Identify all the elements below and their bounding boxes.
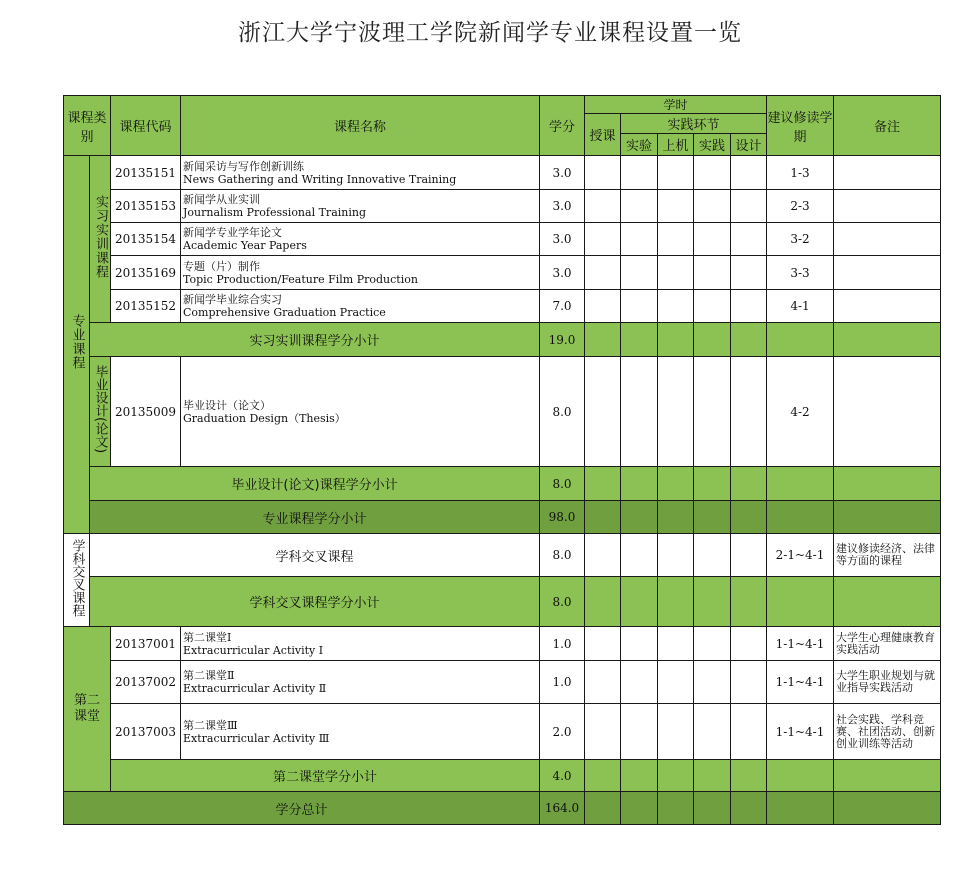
course-credit: 3.0 <box>540 223 585 256</box>
thesis-subtotal-credit: 8.0 <box>540 467 585 501</box>
course-code: 20135151 <box>111 156 181 190</box>
internship-subtotal-label: 实习实训课程学分小计 <box>90 323 540 357</box>
course-semester: 3-2 <box>767 223 834 256</box>
course-code: 20135153 <box>111 190 181 223</box>
header-category: 课程类别 <box>64 96 111 156</box>
second-class-subtotal-credit: 4.0 <box>540 760 585 792</box>
course-credit: 2.0 <box>540 704 585 760</box>
course-code: 20135009 <box>111 357 181 467</box>
internship-subtotal-credit: 19.0 <box>540 323 585 357</box>
group-thesis: 毕业设计(论文) <box>90 357 111 467</box>
course-code: 20137001 <box>111 627 181 661</box>
group-interdisciplinary: 学科交叉课程 <box>64 534 90 627</box>
course-name: 新闻采访与写作创新训练 News Gathering and Writing Innovative Training <box>181 156 540 190</box>
interdisciplinary-subtotal-label: 学科交叉课程学分小计 <box>90 577 540 627</box>
course-name: 新闻学毕业综合实习 Comprehensive Graduation Practice <box>181 290 540 323</box>
page-title: 浙江大学宁波理工学院新闻学专业课程设置一览 <box>238 20 742 46</box>
group-major: 专业课程 <box>64 156 90 534</box>
course-remark: 大学生职业规划与就业指导实践活动 <box>834 661 941 704</box>
course-credit: 1.0 <box>540 627 585 661</box>
course-credit: 3.0 <box>540 190 585 223</box>
course-semester: 4-2 <box>767 357 834 467</box>
header-remarks: 备注 <box>834 96 941 156</box>
header-name: 课程名称 <box>181 96 540 156</box>
group-internship: 实习实训课程 <box>90 156 111 323</box>
header-code: 课程代码 <box>111 96 181 156</box>
header-hours: 学时 <box>585 96 767 114</box>
header-experiment: 实验 <box>621 134 658 156</box>
course-code: 20135154 <box>111 223 181 256</box>
course-table <box>63 95 941 825</box>
course-name: 第二课堂Ⅰ Extracurricular Activity Ⅰ <box>181 627 540 661</box>
course-name: 新闻学专业学年论文 Academic Year Papers <box>181 223 540 256</box>
thesis-subtotal-label: 毕业设计(论文)课程学分小计 <box>90 467 540 501</box>
header-practice: 实践环节 <box>621 114 767 134</box>
course-semester: 1-1~4-1 <box>767 661 834 704</box>
course-semester: 1-1~4-1 <box>767 627 834 661</box>
course-remark: 大学生心理健康教育实践活动 <box>834 627 941 661</box>
header-computer: 上机 <box>658 134 694 156</box>
course-name: 专题（片）制作 Topic Production/Feature Film Production <box>181 256 540 290</box>
total-credit: 164.0 <box>540 792 585 825</box>
course-name: 第二课堂Ⅱ Extracurricular Activity Ⅱ <box>181 661 540 704</box>
header-practice-sub: 实践 <box>694 134 731 156</box>
major-subtotal-label: 专业课程学分小计 <box>90 501 540 534</box>
total-label: 学分总计 <box>64 792 540 825</box>
course-code: 20137002 <box>111 661 181 704</box>
second-class-subtotal-label: 第二课堂学分小计 <box>111 760 540 792</box>
course-semester: 1-3 <box>767 156 834 190</box>
course-credit: 8.0 <box>540 357 585 467</box>
header-semester: 建议修读学期 <box>767 96 834 156</box>
course-semester: 1-1~4-1 <box>767 704 834 760</box>
interdisciplinary-course-credit: 8.0 <box>540 534 585 577</box>
course-code: 20135169 <box>111 256 181 290</box>
group-second-class: 第二课堂 <box>64 627 111 792</box>
course-code: 20137003 <box>111 704 181 760</box>
course-semester: 2-3 <box>767 190 834 223</box>
course-remark: 社会实践、学科竞赛、社团活动、创新创业训练等活动 <box>834 704 941 760</box>
major-subtotal-credit: 98.0 <box>540 501 585 534</box>
course-credit: 1.0 <box>540 661 585 704</box>
course-credit: 7.0 <box>540 290 585 323</box>
course-name: 毕业设计（论文） Graduation Design（Thesis） <box>181 357 540 467</box>
header-design: 设计 <box>731 134 767 156</box>
interdisciplinary-course-remark: 建议修读经济、法律等方面的课程 <box>834 534 941 577</box>
course-semester: 3-3 <box>767 256 834 290</box>
course-name: 新闻学从业实训 Journalism Professional Training <box>181 190 540 223</box>
header-credit: 学分 <box>540 96 585 156</box>
course-credit: 3.0 <box>540 256 585 290</box>
interdisciplinary-course-semester: 2-1~4-1 <box>767 534 834 577</box>
interdisciplinary-subtotal-credit: 8.0 <box>540 577 585 627</box>
header-lecture: 授课 <box>585 114 621 156</box>
interdisciplinary-course-label: 学科交叉课程 <box>90 534 540 577</box>
course-code: 20135152 <box>111 290 181 323</box>
course-semester: 4-1 <box>767 290 834 323</box>
course-name: 第二课堂Ⅲ Extracurricular Activity Ⅲ <box>181 704 540 760</box>
course-credit: 3.0 <box>540 156 585 190</box>
